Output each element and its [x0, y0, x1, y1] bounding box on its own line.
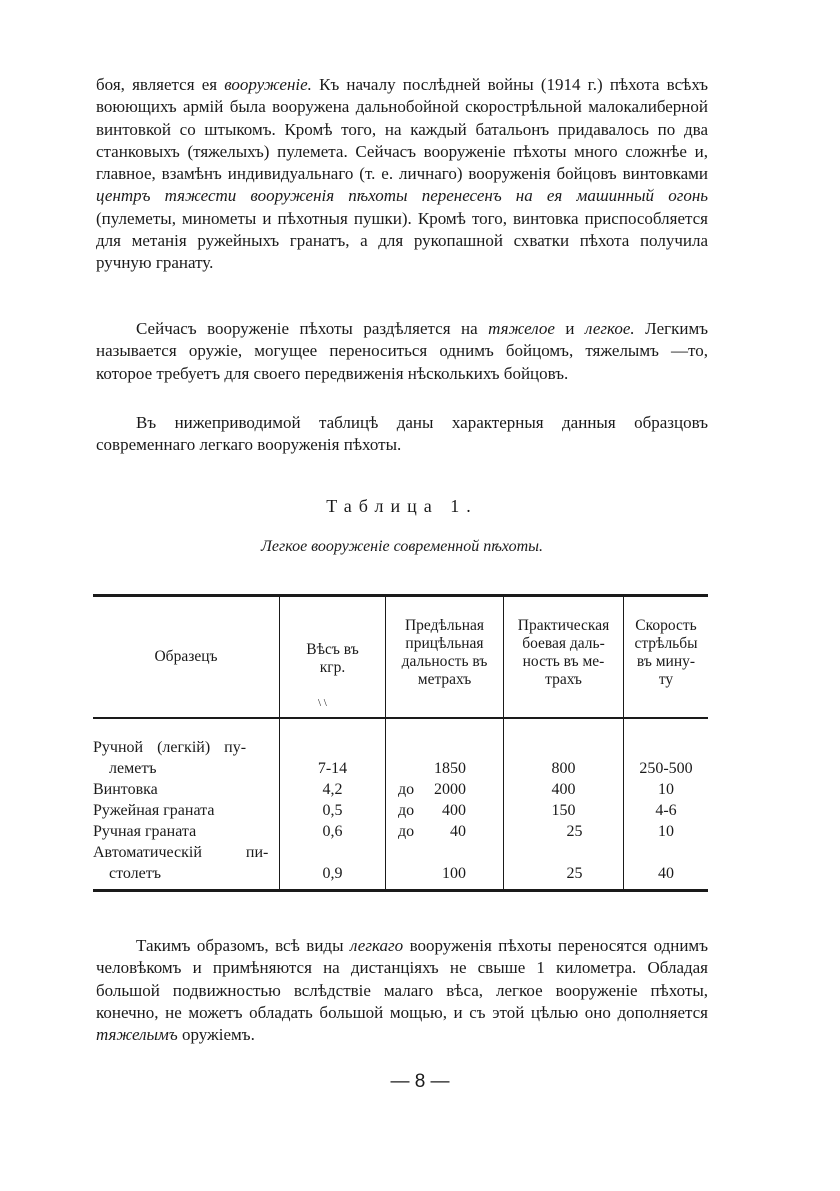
- table-header-rule: [93, 717, 708, 719]
- range-value: 40: [450, 823, 466, 840]
- table-title: Таблица 1.: [326, 496, 478, 516]
- range-prefix: до: [398, 802, 415, 819]
- cell-weight: 4,2: [322, 781, 343, 798]
- header-cell-rate-of-fire: [624, 597, 708, 717]
- cell-range: [398, 821, 466, 842]
- paragraph-conclusion: [96, 935, 708, 1046]
- cell-name: леметъ: [109, 760, 157, 777]
- cell-practical: [504, 842, 623, 863]
- cell-weight: [280, 842, 385, 863]
- column-weight: [280, 758, 385, 884]
- range-value: 400: [442, 802, 466, 819]
- header-cell-max-range: [386, 597, 503, 717]
- column-divider: [385, 719, 386, 889]
- cell-range: [398, 758, 466, 779]
- text-run: Такимъ образомъ, всѣ виды: [136, 936, 350, 955]
- cell-practical: 25: [566, 865, 583, 882]
- text-run: боя, является ея: [96, 75, 225, 94]
- cell-range: [398, 779, 466, 800]
- italic-run: вооруженіе.: [224, 75, 312, 94]
- cell-weight: 0,6: [322, 823, 343, 840]
- header-mark: \ \: [318, 697, 327, 709]
- text-run: оружіемъ.: [177, 1025, 255, 1045]
- range-prefix: до: [398, 781, 415, 798]
- cell-name: Автоматическій пи-: [93, 844, 269, 861]
- header-cell-sample: [93, 597, 279, 717]
- paragraph-armament-history: [96, 74, 708, 275]
- cell-rate: 10: [658, 781, 674, 798]
- column-rate-of-fire: [624, 758, 708, 884]
- cell-practical: 25: [566, 823, 583, 840]
- cell-rate: 250-500: [639, 760, 693, 777]
- range-prefix: до: [398, 823, 415, 840]
- italic-run: центръ тяжести вооруженія пѣхоты перенесенъ на ея машинный огонь: [96, 186, 708, 206]
- header-cell-weight: [280, 597, 385, 717]
- header-text: Вѣсъ въ кгр.: [306, 641, 359, 676]
- page-number: — 8 —: [390, 1071, 450, 1092]
- italic-run: тяжелымъ: [96, 1025, 178, 1045]
- header-text: Образецъ: [154, 648, 218, 665]
- italic-run: легкое.: [585, 319, 635, 338]
- header-text: Практическая боевая даль- ность въ ме- трахъ: [517, 617, 610, 688]
- header-text: Предѣльная прицѣльная дальность въ метрахъ: [401, 617, 488, 688]
- paragraph-heavy-light-division: [96, 318, 708, 385]
- text-run: Сейчасъ вооруженіе пѣхоты раздѣляется на: [136, 319, 489, 338]
- cell-rate: 40: [658, 865, 674, 882]
- italic-run: легкаго: [349, 936, 404, 955]
- cell-practical: 800: [551, 760, 576, 777]
- header-cell-practical-range: [504, 597, 623, 717]
- cell-name: Ручная граната: [93, 823, 197, 840]
- cell-rate: 10: [658, 823, 674, 840]
- text-run: вооруженія пѣхоты переносятся однимъ человѣкомъ и примѣняются на дистанціяхъ не свыше 1 километра. Обладая большой подвижностью вслѣдствіе малаго вѣса, легкое вооруженіе пѣхоты, конечно, не можетъ обладать большой мощью, и съ этой цѣлью оно дополняется: [96, 936, 708, 1022]
- range-value: 1850: [434, 760, 466, 777]
- italic-run: тяжелое: [488, 319, 555, 338]
- cell-name: Винтовка: [93, 781, 158, 798]
- header-text: Скорость стрѣльбы въ мину- ту: [634, 617, 698, 688]
- text-run: и: [554, 319, 586, 338]
- cell-rate: [624, 842, 708, 863]
- cell-weight: 0,9: [322, 865, 343, 882]
- cell-weight: 0,5: [322, 802, 343, 819]
- table-bottom-rule: [93, 889, 708, 892]
- cell-name: Ручной (легкій) пу-: [93, 739, 247, 756]
- text-run: Къ началу послѣдней войны (1914 г.) пѣхота всѣхъ воюющихъ армій была вооружена дальнобойной скорострѣльной малокалиберной винтовкой со штыкомъ. Кромѣ того, на каждый батальонъ придавалось по два станковыхъ (тяжелыхъ) пулемета. Сейчасъ вооруженіе пѣхоты много сложнѣе и, главное, взамѣнъ индивидуальнаго (т. е. личнаго) вооруженія бойцовъ винтовками: [96, 75, 708, 184]
- paragraph-table-intro: [96, 412, 708, 457]
- column-practical-range: [504, 758, 623, 884]
- text-run: (пулеметы, минометы и пѣхотныя пушки). Кромѣ того, винтовка приспособляется для метанія ружейныхъ гранатъ, а для рукопашной схватки пѣхота получила ручную гранату.: [96, 208, 708, 273]
- column-max-range: [398, 758, 466, 884]
- cell-practical: 400: [551, 781, 576, 798]
- range-value: 2000: [434, 781, 466, 798]
- cell-name: Ружейная граната: [93, 802, 215, 819]
- table-caption: Легкое вооруженіе современной пѣхоты.: [261, 538, 543, 555]
- text-run: Легкимъ называется оружіе, могущее переноситься однимъ бойцомъ, тяжелымъ —то, которое требуетъ для своего передвиженія нѣсколькихъ бойцовъ.: [96, 319, 708, 383]
- cell-practical: 150: [551, 802, 576, 819]
- column-sample-names: [93, 737, 269, 884]
- cell-weight: 7-14: [317, 760, 348, 777]
- cell-range: [398, 800, 466, 821]
- range-value: 100: [442, 865, 466, 882]
- cell-rate: 4-6: [655, 802, 677, 819]
- text-run: Въ нижеприводимой таблицѣ даны характерныя данныя образцовъ современнаго легкаго вооруженія пѣхоты.: [96, 413, 708, 455]
- cell-range: [398, 863, 466, 884]
- cell-range: [398, 842, 466, 863]
- cell-name: столетъ: [109, 865, 162, 882]
